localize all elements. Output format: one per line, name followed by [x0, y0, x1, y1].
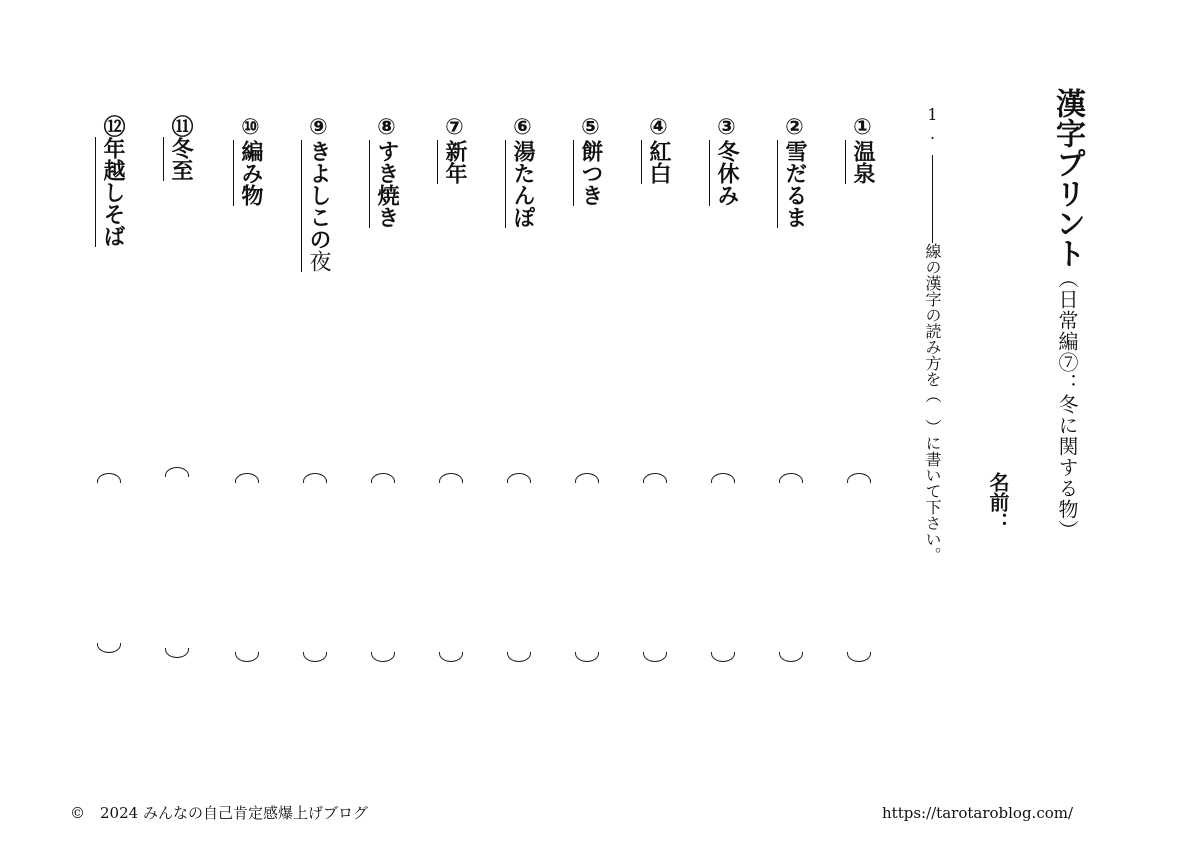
- question-word: 編み物: [233, 140, 265, 206]
- answer-bracket-close: [507, 652, 531, 662]
- question-item: [845, 115, 879, 695]
- answer-bracket-open: [711, 473, 735, 483]
- question-item: [777, 115, 811, 695]
- question-word: 年越しそば: [95, 137, 127, 247]
- question-number: ③: [714, 115, 739, 140]
- answer-bracket-open: [303, 473, 327, 483]
- question-number: ①: [850, 115, 875, 140]
- answer-bracket-close: [575, 652, 599, 662]
- question-item: [301, 115, 335, 695]
- answer-bracket-close: [643, 652, 667, 662]
- answer-bracket-open: [97, 473, 121, 483]
- question-item: [641, 115, 675, 695]
- question-word: 餅つき: [573, 140, 605, 206]
- answer-bracket-open: [507, 473, 531, 483]
- question-number: ②: [782, 115, 807, 140]
- question-item: [163, 115, 197, 695]
- question-number: ④: [646, 115, 671, 140]
- question-item: [437, 115, 471, 695]
- question-word: 冬休み: [709, 140, 741, 206]
- question-item: [95, 115, 129, 695]
- title-main: 漢字プリント: [1050, 88, 1085, 268]
- name-label: 名前：: [986, 472, 1010, 532]
- question-word: 冬至: [163, 137, 195, 181]
- answer-bracket-open: [235, 473, 259, 483]
- answer-bracket-close: [847, 652, 871, 662]
- page-title: [1047, 88, 1087, 541]
- answer-bracket-close: [303, 652, 327, 662]
- question-word: 雪だるま: [777, 140, 809, 228]
- question-item: [369, 115, 403, 695]
- underline-sample: [932, 155, 933, 243]
- footer-copyright: © 2024 みんなの自己肯定感爆上げブログ: [70, 804, 368, 822]
- question-number: ⑪: [168, 115, 193, 137]
- question-word: きよしこの夜: [301, 140, 333, 272]
- instruction: [919, 105, 945, 563]
- question-item: [709, 115, 743, 695]
- answer-bracket-close: [711, 652, 735, 662]
- answer-bracket-open: [779, 473, 803, 483]
- question-word: 温泉: [845, 140, 877, 184]
- answer-bracket-close: [235, 652, 259, 662]
- question-item: [505, 115, 539, 695]
- question-number: ⑫: [100, 115, 125, 137]
- answer-bracket-open: [165, 467, 189, 477]
- answer-bracket-close: [371, 652, 395, 662]
- question-number: ⑨: [306, 115, 331, 140]
- answer-bracket-open: [847, 473, 871, 483]
- question-number: ⑥: [510, 115, 535, 140]
- instruction-number: 1.: [923, 105, 942, 143]
- question-word: 湯たんぽ: [505, 140, 537, 228]
- answer-bracket-close: [165, 648, 189, 658]
- question-item: [573, 115, 607, 695]
- answer-bracket-open: [439, 473, 463, 483]
- answer-bracket-open: [371, 473, 395, 483]
- question-word: すき焼き: [369, 140, 401, 228]
- answer-bracket-open: [643, 473, 667, 483]
- question-number: ⑤: [578, 115, 603, 140]
- question-word: 紅白: [641, 140, 673, 184]
- answer-bracket-close: [779, 652, 803, 662]
- question-word: 新年: [437, 140, 469, 184]
- instruction-text: 線の漢字の読み方を（ ）に書いて下さい。: [923, 243, 942, 563]
- question-number: ⑩: [238, 115, 263, 140]
- footer-url[interactable]: https://tarotaroblog.com/: [882, 804, 1074, 822]
- question-number: ⑧: [374, 115, 399, 140]
- question-number: ⑦: [442, 115, 467, 140]
- answer-bracket-close: [97, 643, 121, 653]
- answer-bracket-close: [439, 652, 463, 662]
- answer-bracket-open: [575, 473, 599, 483]
- question-item: [233, 115, 267, 695]
- title-subtitle: （日常編⑦：冬に関する物）: [1055, 268, 1079, 541]
